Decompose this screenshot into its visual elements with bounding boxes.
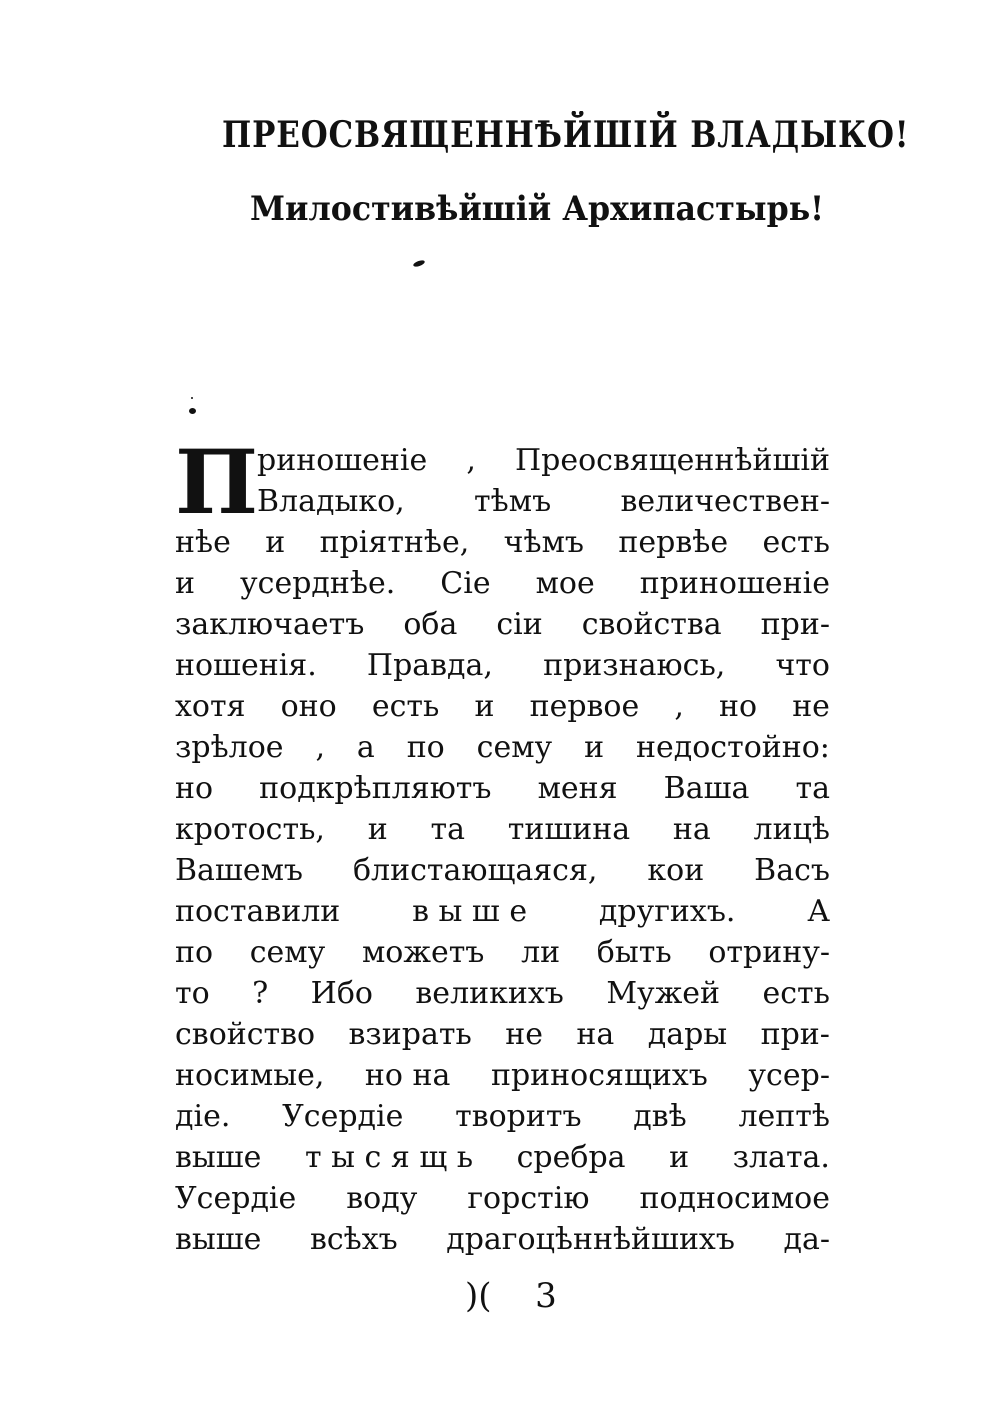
word: лицѣ: [753, 812, 830, 847]
text-line: [175, 891, 830, 932]
word: сребра: [516, 1140, 626, 1175]
word: но на: [364, 1058, 451, 1093]
word: по: [175, 935, 214, 970]
word: тѣмъ: [474, 484, 552, 519]
word: можетъ: [361, 935, 485, 970]
text-lines: [175, 430, 830, 1260]
word: свойства: [581, 607, 722, 642]
text-line: [175, 1014, 830, 1055]
word: блистающаяся,: [352, 853, 598, 888]
text-line: [175, 768, 830, 809]
text-line: [175, 727, 830, 768]
word: А: [807, 894, 830, 929]
word: кои: [647, 853, 705, 888]
word: ношенія.: [175, 648, 317, 683]
word: творитъ: [455, 1099, 582, 1134]
word: оба: [403, 607, 458, 642]
word: дары: [647, 1017, 728, 1052]
word: не: [792, 689, 830, 724]
text-line: [175, 686, 830, 727]
word: сіи: [496, 607, 543, 642]
word: Васъ: [754, 853, 830, 888]
word: ,: [466, 443, 476, 478]
body-paragraph: [175, 430, 830, 1260]
word: другихъ.: [598, 894, 736, 929]
word: хотя: [175, 689, 246, 724]
word: и: [175, 566, 195, 601]
word: нѣе: [175, 525, 231, 560]
word: Вашемъ: [175, 853, 303, 888]
word: усер-: [748, 1058, 830, 1093]
word: двѣ: [633, 1099, 687, 1134]
word: оно: [280, 689, 337, 724]
word: Преосвященнѣйшій: [514, 443, 830, 478]
word: есть: [371, 689, 440, 724]
word: подносимое: [639, 1181, 830, 1216]
word: подкрѣпляютъ: [259, 771, 492, 806]
word: быть: [596, 935, 672, 970]
word: выше: [175, 1222, 262, 1257]
word: признаюсь,: [543, 648, 726, 683]
word: при-: [760, 1017, 830, 1052]
dedication-subheading: Милостивѣйшій Архипастырь!: [250, 189, 825, 229]
text-line: [175, 1096, 830, 1137]
page-number: 3: [535, 1276, 557, 1316]
word: и: [669, 1140, 690, 1175]
word: воду: [346, 1181, 418, 1216]
word: меня: [537, 771, 618, 806]
word: носимые,: [175, 1058, 325, 1093]
dedication-heading: ПРЕОСВЯЩЕННѢЙШІЙ ВЛАДЫКО!: [222, 114, 910, 156]
word: горстію: [467, 1181, 590, 1216]
word: то: [175, 976, 210, 1011]
word: та: [795, 771, 830, 806]
text-line: [175, 604, 830, 645]
word: мое: [535, 566, 595, 601]
word: ,: [674, 689, 684, 724]
text-line: [175, 1219, 830, 1260]
drop-cap: П: [175, 430, 259, 534]
word: на: [672, 812, 711, 847]
word: взирать: [348, 1017, 472, 1052]
text-line: [175, 1055, 830, 1096]
signature-mark: )(: [465, 1276, 492, 1316]
text-line: [175, 481, 830, 522]
word: отрину-: [708, 935, 830, 970]
ink-speck: [191, 397, 193, 399]
word: и: [367, 812, 388, 847]
word: т ы с я щ ь: [304, 1140, 474, 1175]
word: в ы ш е: [412, 894, 528, 929]
word: пріятнѣе,: [319, 525, 470, 560]
word: а: [356, 730, 375, 765]
word: Мужей: [606, 976, 721, 1011]
word: ,: [315, 730, 325, 765]
word: усерднѣе.: [240, 566, 396, 601]
word: свойство: [175, 1017, 316, 1052]
text-line: [175, 1137, 830, 1178]
word: что: [775, 648, 830, 683]
text-line: [175, 440, 830, 481]
word: риношеніе: [257, 443, 428, 478]
word: кротость,: [175, 812, 325, 847]
word: Правда,: [366, 648, 493, 683]
word: недостойно:: [636, 730, 830, 765]
word: ли: [521, 935, 561, 970]
word: по: [406, 730, 445, 765]
word: и: [584, 730, 605, 765]
word: злата.: [732, 1140, 830, 1175]
text-line: [175, 850, 830, 891]
word: лептѣ: [738, 1099, 830, 1134]
word: тишина: [507, 812, 631, 847]
word: при-: [760, 607, 830, 642]
word: не: [505, 1017, 543, 1052]
word: но: [719, 689, 758, 724]
word: выше: [175, 1140, 262, 1175]
word: на: [576, 1017, 615, 1052]
text-line: [175, 973, 830, 1014]
word: та: [430, 812, 465, 847]
word: зрѣлое: [175, 730, 284, 765]
word: сему: [476, 730, 553, 765]
text-line: [175, 645, 830, 686]
word: Ибо: [310, 976, 373, 1011]
text-line: [175, 522, 830, 563]
word: первѣе: [618, 525, 729, 560]
word: приносящихъ: [490, 1058, 708, 1093]
word: и: [474, 689, 495, 724]
word: Сіе: [440, 566, 491, 601]
word: и: [265, 525, 286, 560]
word: первое: [529, 689, 640, 724]
word: ?: [252, 976, 269, 1011]
word: но: [175, 771, 214, 806]
word: Ваша: [663, 771, 750, 806]
word: приношеніе: [639, 566, 830, 601]
text-line: [175, 1178, 830, 1219]
word: Усердіе: [175, 1181, 297, 1216]
word: сему: [249, 935, 326, 970]
word: Владыко,: [257, 484, 405, 519]
word: Усердіе: [282, 1099, 404, 1134]
text-line: [175, 563, 830, 604]
word: да-: [783, 1222, 830, 1257]
word: діе.: [175, 1099, 231, 1134]
word: есть: [762, 525, 830, 560]
word: поставили: [175, 894, 341, 929]
word: чѣмъ: [503, 525, 585, 560]
word: величествен-: [620, 484, 830, 519]
word: великихъ: [415, 976, 564, 1011]
word: всѣхъ: [309, 1222, 398, 1257]
word: заключаетъ: [175, 607, 365, 642]
word: есть: [762, 976, 830, 1011]
ink-speck: [189, 408, 196, 414]
ink-speck: [413, 259, 426, 268]
word: драгоцѣннѣйшихъ: [446, 1222, 735, 1257]
page-footer: [465, 1276, 557, 1316]
text-line: [175, 932, 830, 973]
text-line: [175, 809, 830, 850]
